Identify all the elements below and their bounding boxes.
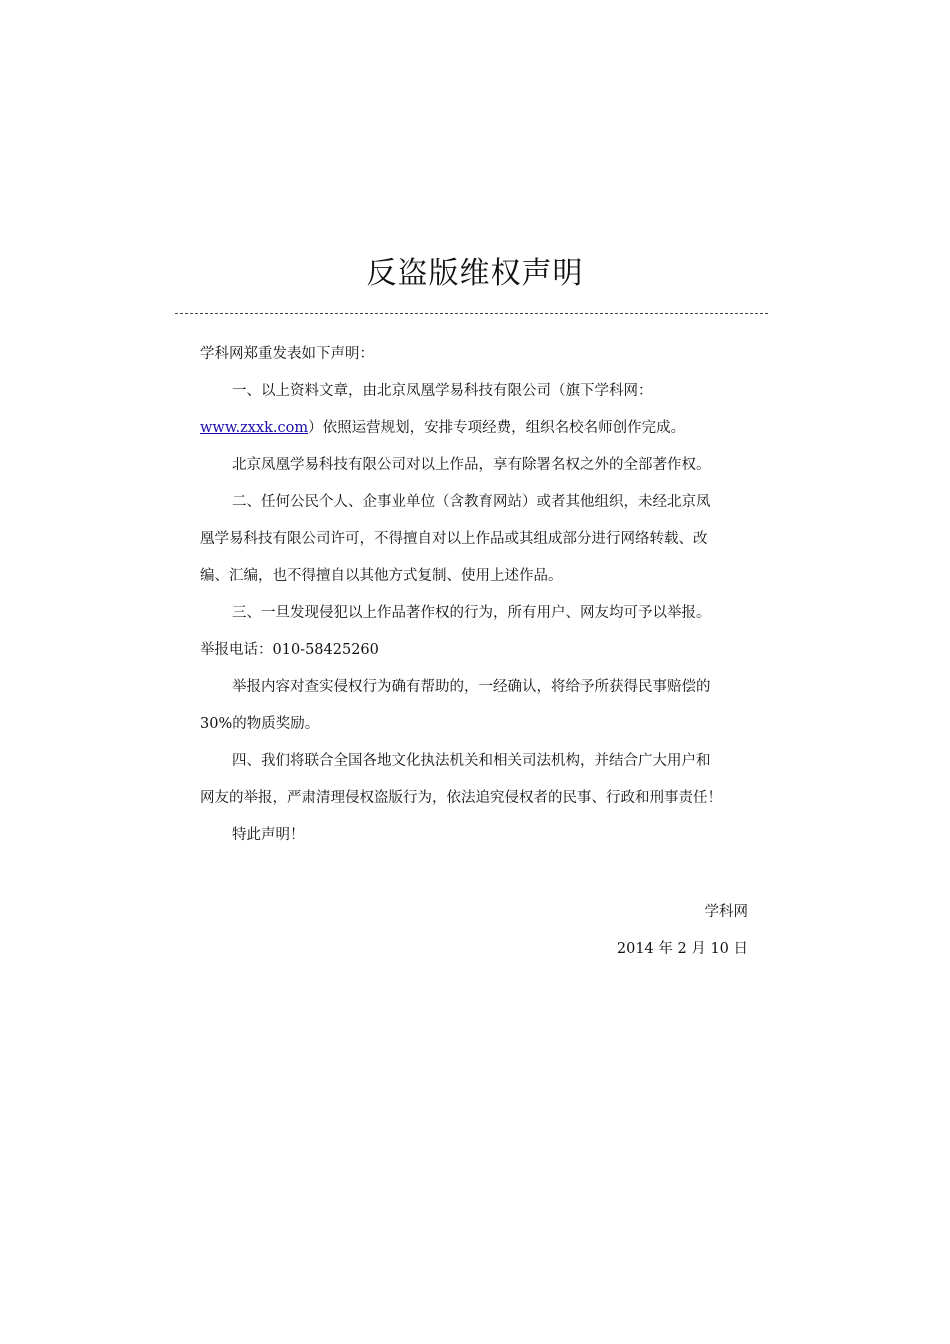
paragraph-5-line-2: 网友的举报，严肃清理侵权盗版行为，依法追究侵权者的民事、行政和刑事责任！ (200, 790, 722, 806)
signature-date: 2014 年 2 月 10 日 (616, 941, 748, 957)
paragraph-2-line-2: 凰学易科技有限公司许可，不得擅自对以上作品或其组成部分进行网络转载、改 (200, 531, 708, 547)
paragraph-1b: 北京凤凰学易科技有限公司对以上作品，享有除署名权之外的全部著作权。 (232, 457, 711, 473)
paragraph-4-line-2: 30%的物质奖励。 (200, 716, 320, 732)
paragraph-2-line-1: 二、任何公民个人、企事业单位（含教育网站）或者其他组织，未经北京凤 (232, 494, 711, 510)
page-title: 反盗版维权声明 (366, 256, 584, 291)
paragraph-1-line-2 (200, 410, 750, 447)
signature: 学科网 (704, 904, 748, 920)
closing-line: 特此声明！ (232, 827, 305, 843)
dashed-divider (175, 313, 768, 314)
paragraph-2-line-3: 编、汇编，也不得擅自以其他方式复制、使用上述作品。 (200, 568, 563, 584)
paragraph-4-line-1: 举报内容对查实侵权行为确有帮助的，一经确认，将给予所获得民事赔偿的 (232, 679, 711, 695)
paragraph-1-line-2-rest: ）依照运营规划，安排专项经费，组织名校名师创作完成。 (308, 420, 686, 436)
paragraph-3-line-1: 三、一旦发现侵犯以上作品著作权的行为，所有用户、网友均可予以举报。 (232, 605, 711, 621)
paragraph-1-line-1: 一、以上资料文章，由北京凤凰学易科技有限公司（旗下学科网： (232, 383, 653, 399)
website-link[interactable]: www.zxxk.com (200, 420, 309, 436)
intro-line: 学科网郑重发表如下声明： (200, 346, 374, 362)
statement-body (200, 336, 750, 854)
paragraph-5-line-1: 四、我们将联合全国各地文化执法机关和相关司法机构，并结合广大用户和 (232, 753, 711, 769)
report-phone-line: 举报电话：010-58425260 (200, 642, 379, 658)
